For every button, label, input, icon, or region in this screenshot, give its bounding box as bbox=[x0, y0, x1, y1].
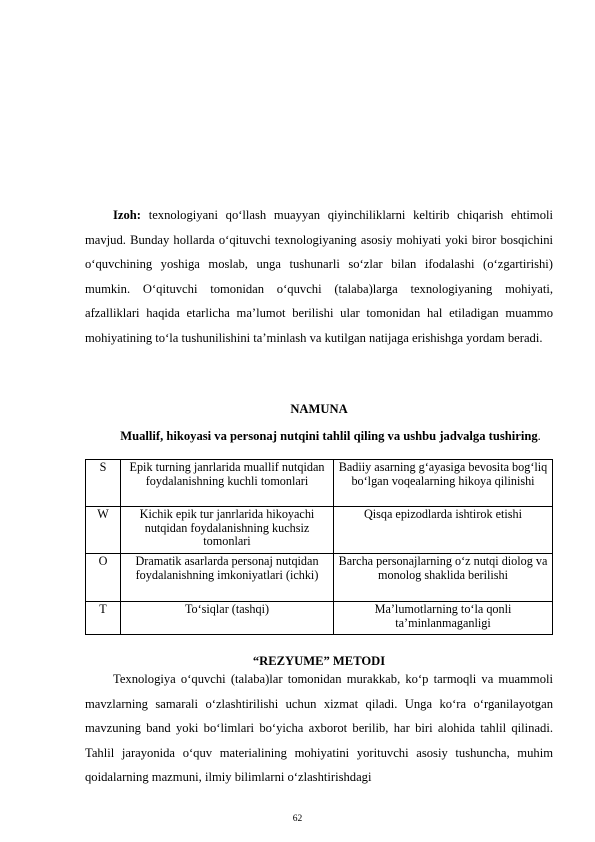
table-cell-right: Ma’lumotlarning to‘la qonli ta’minlanmaganligi bbox=[334, 602, 553, 635]
sample-task-end: . bbox=[537, 429, 541, 443]
table-cell-letter: W bbox=[86, 507, 121, 554]
table-cell-letter: O bbox=[86, 554, 121, 602]
table-cell-letter: T bbox=[86, 602, 121, 635]
table-cell-left: To‘siqlar (tashqi) bbox=[121, 602, 334, 635]
method-paragraph: Texnologiya o‘quvchi (talaba)lar tomonidan murakkab, ko‘p tarmoqli va muammoli mavzlarning samarali o‘zlashtirilishi uchun xizmat qiladi. Unga ko‘ra o‘rganilayotgan mavzuning band yoki bo‘limlari bo‘yicha axborot berilib, har biri alohida tahlil qilinadi. Tahlil jarayonida o‘quv materialining mohiyatini yorituvchi asosiy tushuncha, muhim qoidalarning mazmuni, ilmiy bilimlarni o‘zlashtirishdagi bbox=[85, 672, 553, 785]
table-cell-left: Kichik epik tur janrlarida hikoyachi nutqidan foydalanishning kuchsiz tomonlari bbox=[121, 507, 334, 554]
note-label: Izoh: bbox=[113, 208, 141, 222]
sample-task-text: Muallif, hikoyasi va personaj nutqini tahlil qiling va ushbu jadvalga tushiring bbox=[120, 429, 538, 443]
table-row bbox=[86, 460, 553, 507]
table-row bbox=[86, 602, 553, 635]
table-cell-left: Epik turning janrlarida muallif nutqidan foydalanishning kuchli tomonlari bbox=[121, 460, 334, 507]
table-row bbox=[86, 554, 553, 602]
swot-table bbox=[85, 459, 553, 635]
table-cell-right: Badiiy asarning g‘ayasiga bevosita bog‘liq bo‘lgan voqealarning hikoya qilinishi bbox=[334, 460, 553, 507]
page-number: 62 bbox=[292, 814, 303, 824]
table-cell-right: Barcha personajlarning o‘z nutqi diolog va monolog shaklida berilishi bbox=[334, 554, 553, 602]
sample-task bbox=[118, 429, 543, 443]
note-paragraph bbox=[85, 203, 553, 351]
method-heading: “REZYUME” METODI bbox=[252, 654, 386, 668]
note-text: texnologiyani qo‘llash muayyan qiyinchiliklarni keltirib chiqarish ehtimoli mavjud. Bunday hollarda o‘qituvchi texnologiyaning asosiy mohiyati yoki biror bosqichini o‘quvchining yoshiga moslab, unga tushunarli so‘zlar bilan ifodalashi (o‘zgartirishi) mumkin. O‘qituvchi tomonidan o‘quvchi (talaba)larga texnologiyaning mohiyati, afzalliklari haqida etarlicha ma’lumot berilishi ular tomonidan hal etiladigan muammo mohiyatining to‘la tushunilishini ta’minlash va kutilgan natijaga erishishga yordam beradi. bbox=[85, 208, 553, 345]
table-row bbox=[86, 507, 553, 554]
table-cell-right: Qisqa epizodlarda ishtirok etishi bbox=[334, 507, 553, 554]
table-cell-left: Dramatik asarlarda personaj nutqidan foydalanishning imkoniyatlari (ichki) bbox=[121, 554, 334, 602]
sample-heading: NAMUNA bbox=[290, 402, 348, 416]
table-cell-letter: S bbox=[86, 460, 121, 507]
